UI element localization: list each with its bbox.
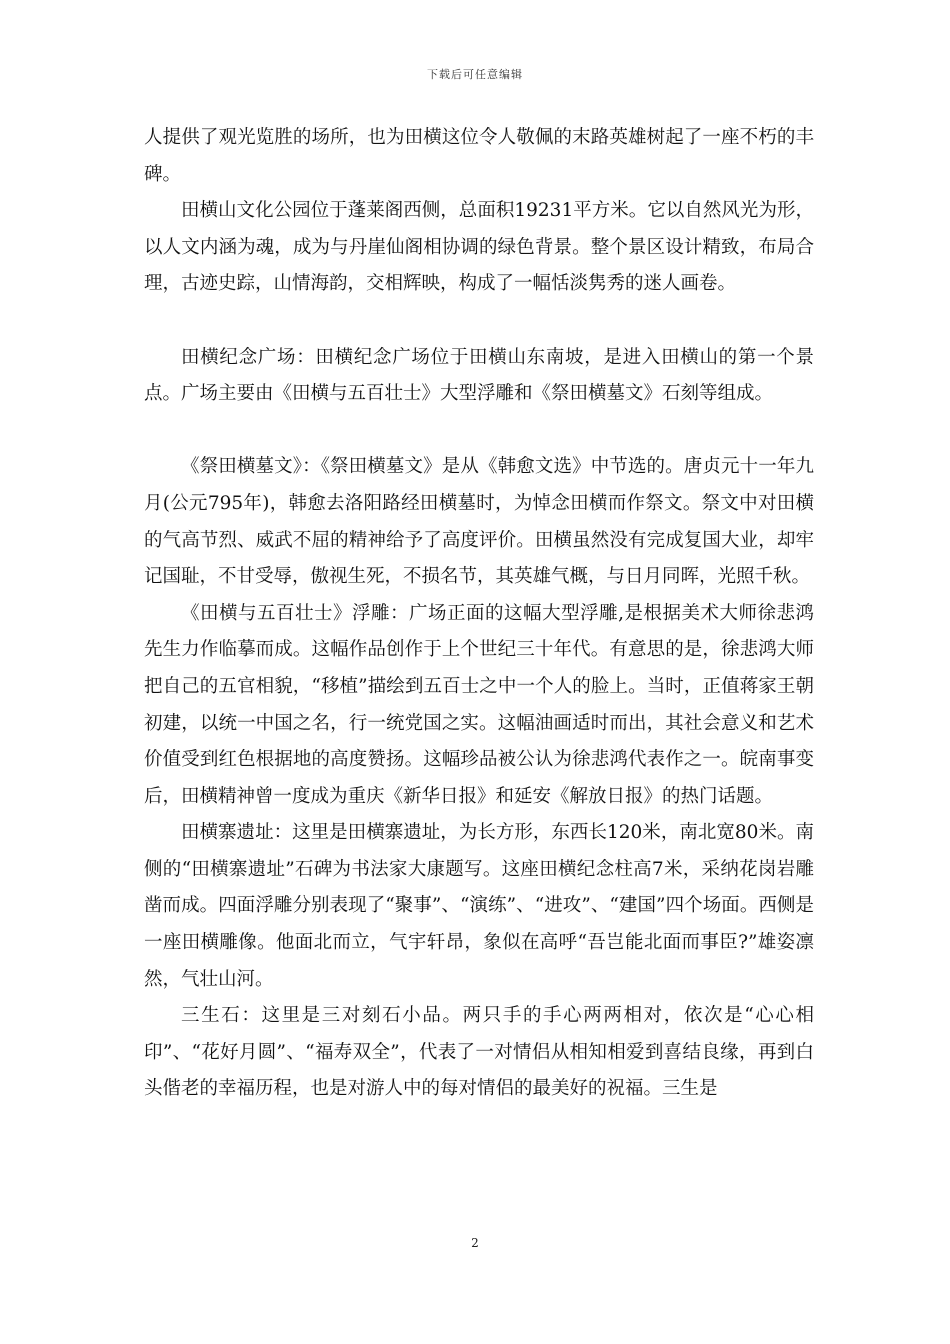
paragraph-three-stones: 三生石：这里是三对刻石小品。两只手的手心两两相对，依次是“心心相印”、“花好月圆”、“福寿双全”，代表了一对情侣从相知相爱到喜结良缘，再到白头偕老的幸福历程，也是对游人中的每对情侣的最美好的祝福。三生是	[144, 1005, 814, 1100]
paragraph-spacer	[144, 303, 814, 340]
paragraph-spacer	[144, 413, 814, 450]
paragraph-fort-site: 田横寨遗址：这里是田横寨遗址，为长方形，东西长120米，南北宽80米。南侧的“田横寨遗址”石碑为书法家大康题写。这座田横纪念柱高7米，采纳花岗岩雕凿而成。四面浮雕分别表现了“聚事”、“演练”、“进攻”、“建国”四个场面。西侧是一座田横雕像。他面北而立，气宇轩昂，象似在高呼“吾岂能北面而事臣?”雄姿凛然，气壮山河。	[144, 822, 814, 990]
body-text	[144, 120, 814, 1108]
paragraph-park-intro: 田横山文化公园位于蓬莱阁西侧，总面积19231平方米。它以自然风光为形，以人文内涵为魂，成为与丹崖仙阁相协调的绿色背景。整个景区设计精致，布局合理，古迹史踪，山情海韵，交相辉映，构成了一幅恬淡隽秀的迷人画卷。	[144, 200, 814, 295]
page-number: 2	[471, 1236, 479, 1250]
page-header: 下载后可任意编辑	[427, 68, 523, 81]
paragraph-memorial-square: 田横纪念广场：田横纪念广场位于田横山东南坡，是进入田横山的第一个景点。广场主要由《田横与五百壮士》大型浮雕和《祭田横墓文》石刻等组成。	[144, 346, 814, 405]
paragraph-continuation: 人提供了观光览胜的场所，也为田横这位令人敬佩的末路英雄树起了一座不朽的丰碑。	[144, 127, 814, 185]
paragraph-tomb-text: 《祭田横墓文》：《祭田横墓文》是从《韩愈文选》中节选的。唐贞元十一年九月(公元795年)，韩愈去洛阳路经田横墓时，为悼念田横而作祭文。祭文中对田横的气高节烈、威武不屈的精神给予了高度评价。田横虽然没有完成复国大业，却牢记国耻，不甘受辱，傲视生死，不损名节，其英雄气概，与日月同晖，光照千秋。	[144, 456, 814, 588]
paragraph-relief: 《田横与五百壮士》浮雕：广场正面的这幅大型浮雕,是根据美术大师徐悲鸿先生力作临摹而成。这幅作品创作于上个世纪三十年代。有意思的是，徐悲鸿大师把自己的五官相貌，“移植”描绘到五百士之中一个人的脸上。当时，正值蒋家王朝初建，以统一中国之名，行一统党国之实。这幅油画适时而出，其社会意义和艺术价值受到红色根据地的高度赞扬。这幅珍品被公认为徐悲鸿代表作之一。皖南事变后，田横精神曾一度成为重庆《新华日报》和延安《解放日报》的热门话题。	[144, 602, 814, 807]
